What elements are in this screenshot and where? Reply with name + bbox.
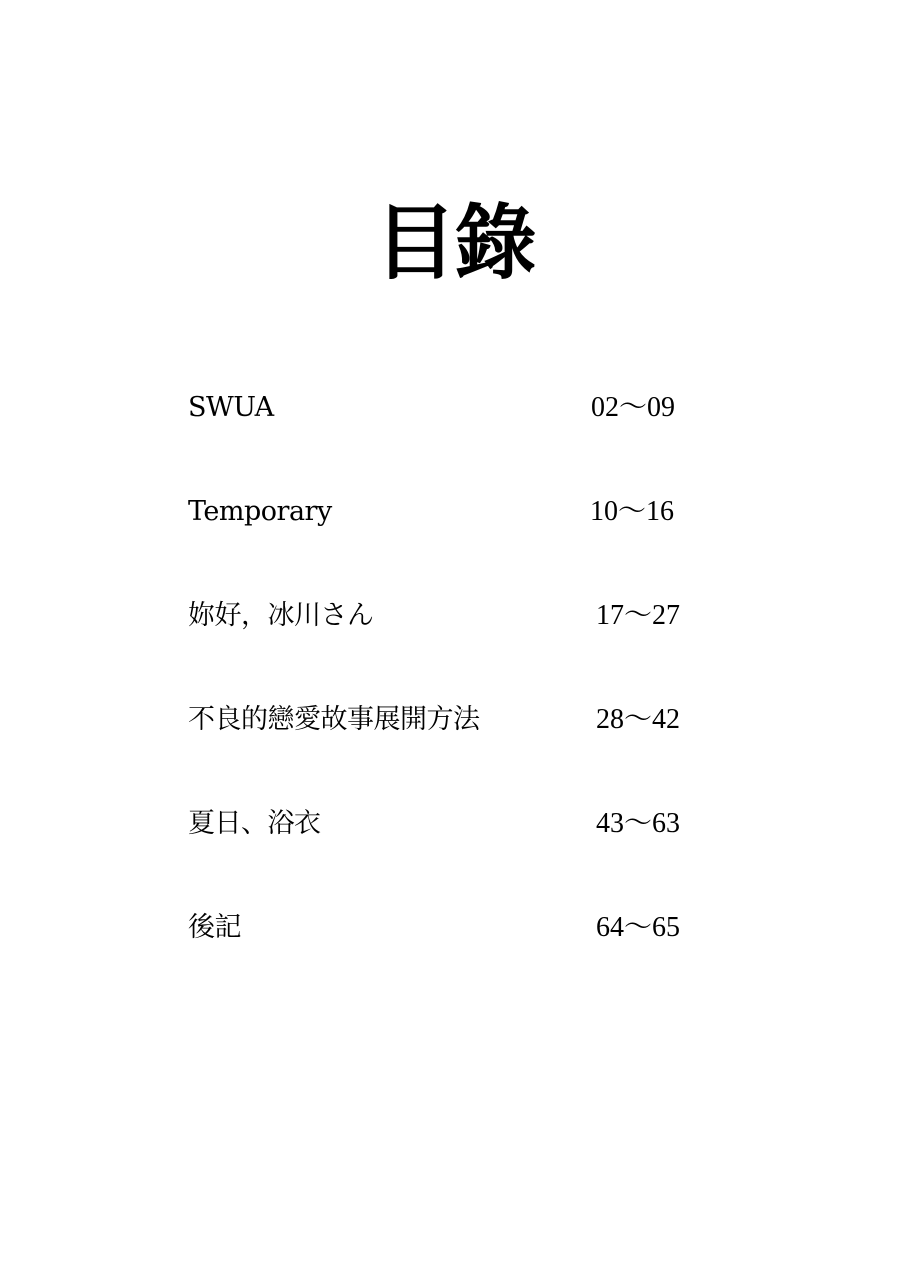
toc-entry-title: SWUA: [188, 392, 274, 423]
toc-entry-pages: 10～16: [590, 496, 675, 527]
toc-entry-title: 後記: [188, 912, 241, 943]
toc-entry-pages: 43～63: [596, 808, 681, 839]
toc-entry: [188, 388, 688, 492]
toc-entry: [188, 492, 688, 596]
toc-entry: [188, 804, 688, 908]
toc-entry: [188, 596, 688, 700]
toc-entry-title: Temporary: [188, 496, 332, 527]
table-of-contents: [188, 388, 688, 1012]
toc-entry-pages: 02～09: [591, 392, 676, 423]
toc-entry: [188, 700, 688, 804]
toc-entry-pages: 28～42: [596, 704, 681, 735]
toc-entry-pages: 64～65: [596, 912, 681, 943]
toc-entry-title: 不良的戀愛故事展開方法: [188, 704, 480, 735]
toc-entry-title: 妳好，冰川さん: [188, 600, 374, 631]
toc-entry: [188, 908, 688, 1012]
page-title: 目錄: [374, 196, 535, 291]
toc-entry-title: 夏日、浴衣: [188, 808, 321, 839]
toc-entry-pages: 17～27: [596, 600, 681, 631]
